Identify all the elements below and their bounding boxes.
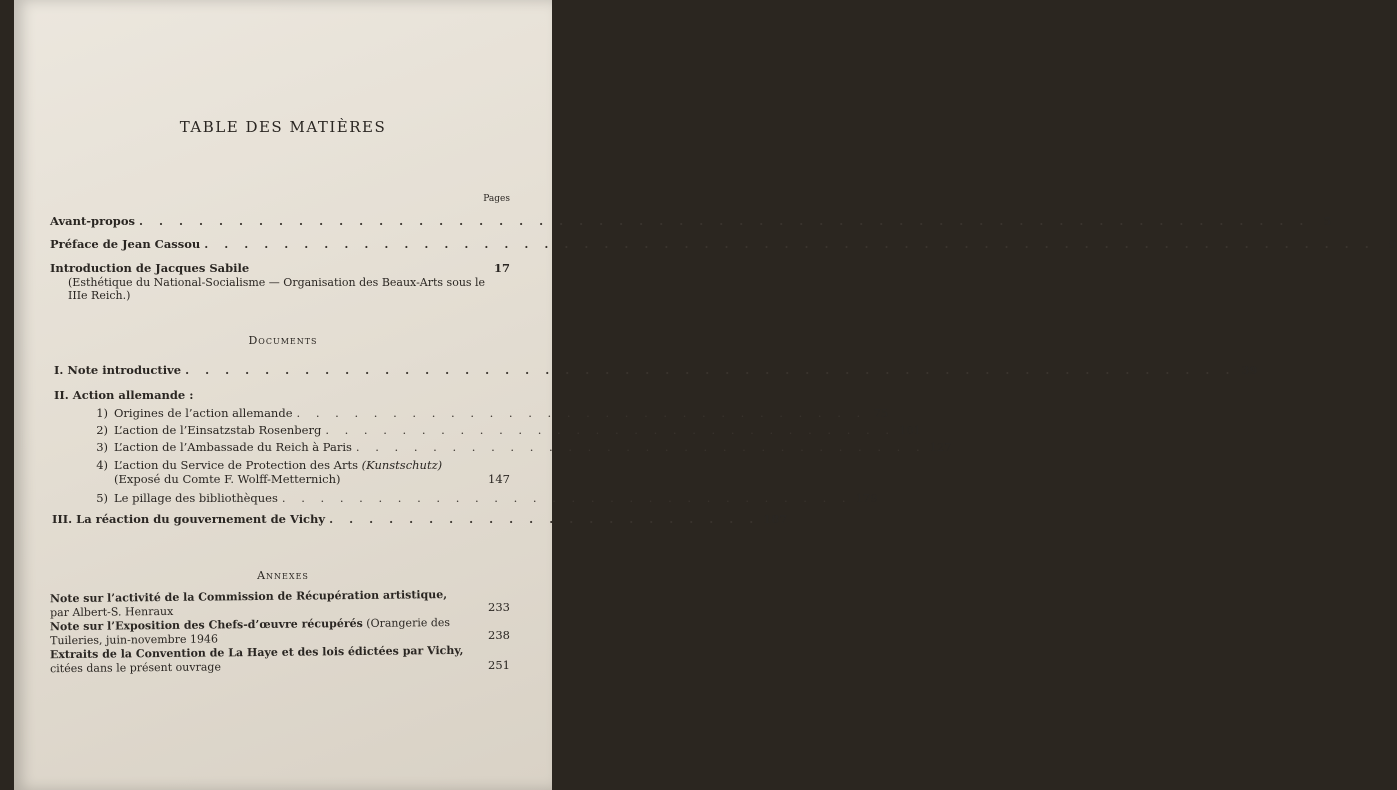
- leader-dots: . . . . . . . . . . . . . . . . . . . . . . . . . . . . . . . . . . . . . . . . . . . . . . . . . . . . . . . . . . .: [139, 214, 1310, 228]
- toc-label: Préface de Jean Cassou: [50, 237, 201, 251]
- annex-entry-1: [50, 588, 468, 620]
- leader-dots: . . . . . . . . . . . . . . . . . . . . . . . . . . . . . . . . . . . . . . . . . . . . . . . . . . . . .: [185, 363, 1236, 377]
- annex-entry-3: [50, 644, 468, 676]
- item-number: 2): [96, 423, 108, 437]
- toc-page-number: 9: [1388, 237, 1397, 251]
- annex-detail: citées dans le présent ouvrage: [50, 660, 222, 676]
- leader-dots: . . . . . . . . . . . . . . . . . . . . . . . . . . . . . .: [355, 440, 926, 454]
- page-title: TABLE DES MATIÈRES: [179, 118, 387, 136]
- leader-dots: . . . . . . . . . . . . . . . . . . . . . . . . . . . . . .: [325, 423, 895, 437]
- toc-label: Avant-propos: [50, 214, 135, 228]
- toc-entry-note-introductive: [54, 363, 1258, 377]
- toc-label: III. La réaction du gouvernement de Vichy: [52, 512, 326, 526]
- toc-entry-preface: [50, 237, 1397, 251]
- toc-label: L’action de l’Ambassade du Reich à Paris: [114, 440, 352, 454]
- section-heading-annexes: Annexes: [257, 569, 309, 582]
- annex-page-number: 251: [488, 658, 510, 672]
- annex-detail: par Albert-S. Henraux: [50, 604, 174, 620]
- toc-page-number: 5: [1323, 214, 1332, 228]
- item-number: 4): [96, 458, 108, 472]
- annex-page-number: 233: [488, 600, 510, 614]
- section-heading-documents: Documents: [248, 334, 318, 347]
- toc-page-number: 101: [899, 423, 921, 437]
- toc-subtitle: (Esthétique du National-Socialisme — Organisation des Beaux-Arts sous le IIIe Reich.): [68, 276, 486, 302]
- annex-detail: (Orangerie des Tuileries, juin-novembre 1946: [50, 615, 451, 648]
- item-number: 1): [96, 406, 108, 420]
- annex-entry-2: [50, 616, 468, 648]
- toc-subtitle: (Exposé du Comte F. Wolff-Metternich): [114, 472, 341, 486]
- toc-label: L’action de l’Einsatzstab Rosenberg: [114, 423, 322, 437]
- toc-label-italic: (Kunstschutz): [361, 458, 443, 472]
- item-number: 5): [96, 491, 108, 505]
- toc-entry-vichy: [52, 512, 788, 526]
- annex-title: Extraits de la Convention de La Haye et des lois édictées par Vichy,: [49, 643, 464, 662]
- pages-column-header: Pages: [483, 194, 510, 204]
- leader-dots: . . . . . . . . . . . . . . . . . . . . . .: [329, 512, 760, 526]
- leader-gap: [253, 261, 488, 275]
- toc-entry-avant-propos: [50, 214, 1332, 228]
- annex-title: Note sur l’activité de la Commission de Récupération artistique,: [49, 588, 448, 606]
- toc-page-number: 17: [493, 261, 510, 275]
- toc-page-number: 147: [488, 472, 510, 486]
- toc-label: Origines de l’action allemande: [114, 406, 293, 420]
- toc-page-number: 179: [855, 491, 878, 505]
- item-number: 3): [96, 440, 108, 454]
- leader-dots: . . . . . . . . . . . . . . . . . . . . . . . . . . . . . .: [296, 406, 867, 420]
- toc-subentry-3: [84, 440, 952, 454]
- toc-page-number: 39: [1241, 363, 1258, 377]
- leader-dots: . . . . . . . . . . . . . . . . . . . . . . . . . . . . . . . . . . . . . . . . . . . . . . . . . . . . . . . . . . .: [204, 237, 1375, 251]
- toc-page-number: 75: [873, 406, 889, 420]
- leader-dots: . . . . . . . . . . . . . . . . . . . . . . . . . . . . . .: [281, 491, 852, 505]
- toc-page-number: 127: [929, 440, 952, 454]
- leader-gap: [344, 472, 484, 486]
- toc-subentry-4: [84, 458, 510, 486]
- toc-subentry-2: [84, 423, 921, 437]
- book-page: [14, 0, 1397, 790]
- toc-label: Le pillage des bibliothèques: [114, 491, 278, 505]
- toc-label: L’action du Service de Protection des Arts: [114, 458, 358, 472]
- toc-subentry-1: [84, 406, 889, 420]
- annex-title: Note sur l’Exposition des Chefs-d’œuvre récupérés: [49, 616, 363, 634]
- toc-page-number: 187: [763, 512, 788, 526]
- toc-label: Introduction de Jacques Sabile: [50, 261, 250, 275]
- toc-entry-introduction: [50, 261, 510, 302]
- toc-subentry-5: [84, 491, 878, 505]
- annex-page-number: 238: [488, 628, 510, 642]
- toc-label: I. Note introductive: [54, 363, 182, 377]
- toc-entry-action-allemande: II. Action allemande :: [54, 388, 194, 402]
